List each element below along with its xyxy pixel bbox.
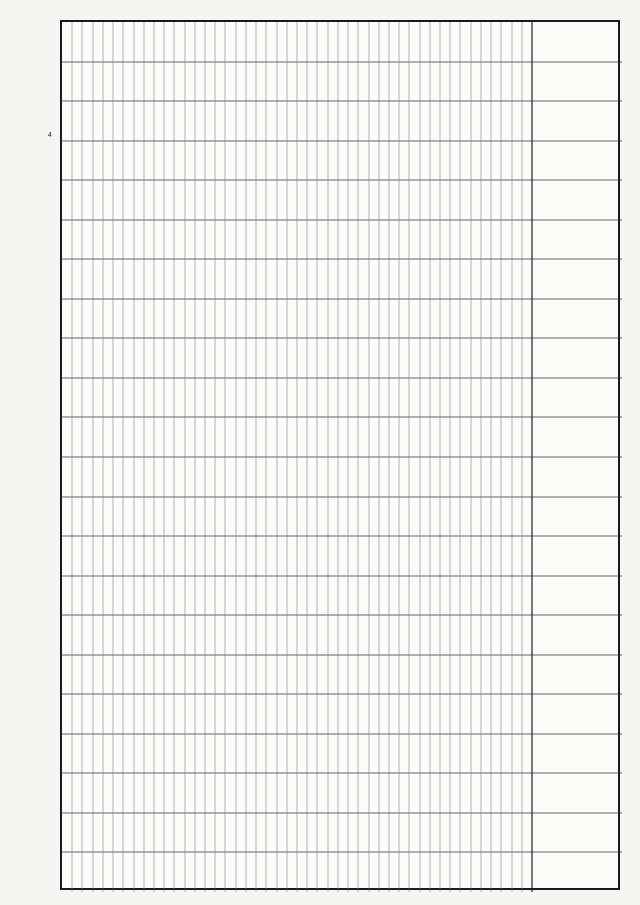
rotated-data-table <box>60 20 620 890</box>
page-number: 4 <box>48 132 52 139</box>
table-grid <box>62 22 622 892</box>
